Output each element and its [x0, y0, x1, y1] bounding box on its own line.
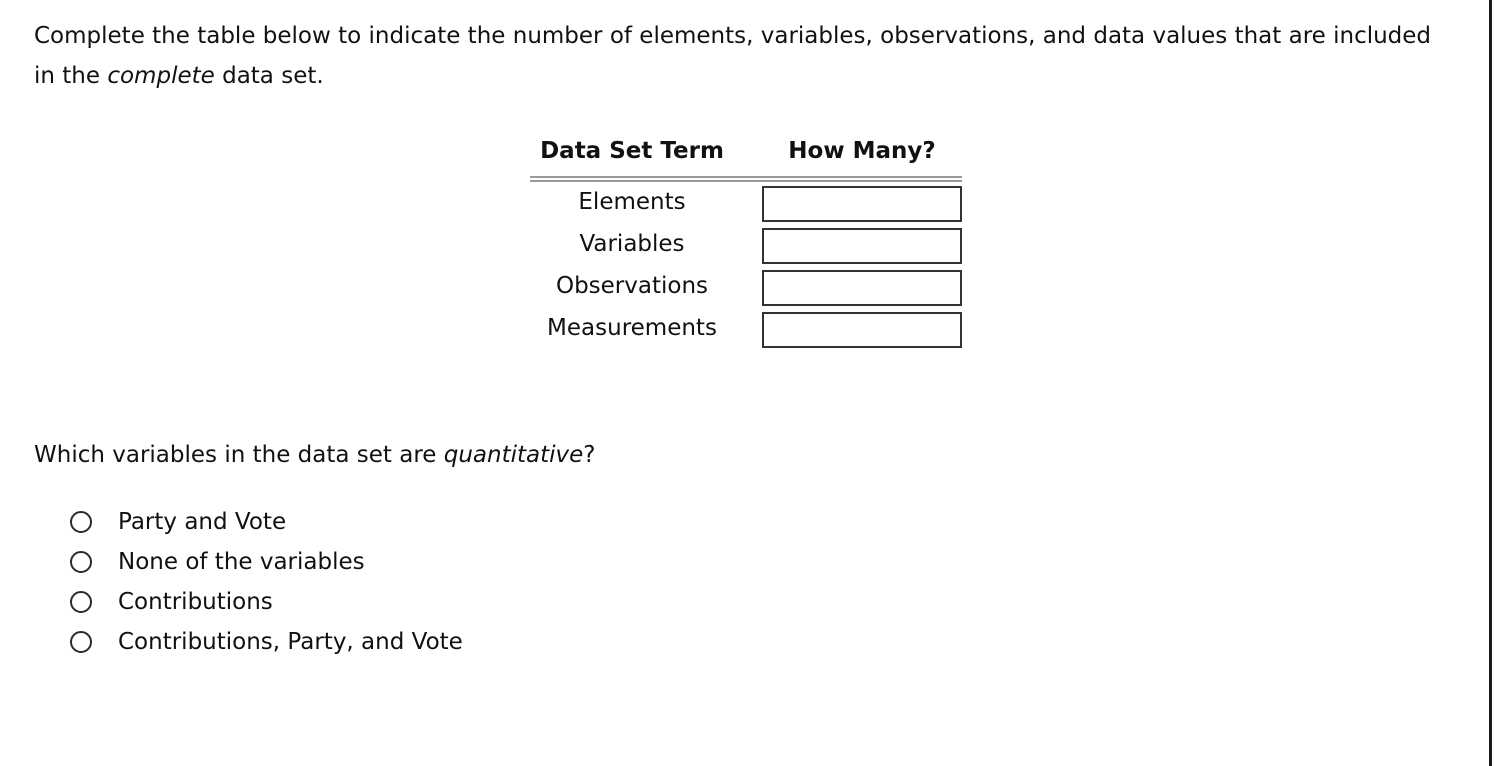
table-header — [530, 132, 962, 176]
radio-button[interactable] — [70, 551, 92, 573]
option-party-and-vote[interactable] — [68, 502, 463, 542]
question-text-part2: ? — [583, 442, 596, 468]
option-label: Contributions, Party, and Vote — [118, 629, 463, 655]
measurements-count-input[interactable] — [762, 312, 962, 348]
variables-count-input[interactable] — [762, 228, 962, 264]
table-row-observations — [530, 266, 962, 308]
option-contributions[interactable] — [68, 582, 463, 622]
radio-button[interactable] — [70, 591, 92, 613]
instruction-text-part1: Complete the table below to indicate the number of elements, variables, observations, and data values that are included in the — [34, 23, 1432, 89]
observations-count-input[interactable] — [762, 270, 962, 306]
option-label: Contributions — [118, 589, 273, 615]
instruction-text — [34, 16, 1454, 96]
instruction-text-part2: data set. — [214, 63, 324, 89]
column-header-term: Data Set Term — [540, 138, 724, 164]
page-right-border — [1489, 0, 1492, 766]
option-contributions-party-and-vote[interactable] — [68, 622, 463, 662]
question-text-part1: Which variables in the data set are — [34, 442, 444, 468]
question-text — [34, 442, 596, 468]
option-label: None of the variables — [118, 549, 365, 575]
row-label-observations: Observations — [555, 273, 709, 299]
elements-count-input[interactable] — [762, 186, 962, 222]
radio-button[interactable] — [70, 511, 92, 533]
row-label-measurements: Measurements — [547, 315, 717, 341]
answer-options — [68, 502, 463, 662]
table-row-elements — [530, 182, 962, 224]
question-emphasis: quantitative — [443, 442, 584, 468]
column-header-count: How Many? — [788, 138, 936, 164]
data-set-table — [530, 132, 962, 350]
option-none-of-the-variables[interactable] — [68, 542, 463, 582]
table-row-variables — [530, 224, 962, 266]
table-row-measurements — [530, 308, 962, 350]
row-label-elements: Elements — [578, 189, 686, 215]
option-label: Party and Vote — [118, 509, 287, 535]
row-label-variables: Variables — [579, 231, 685, 257]
instruction-emphasis: complete — [107, 63, 215, 89]
radio-button[interactable] — [70, 631, 92, 653]
